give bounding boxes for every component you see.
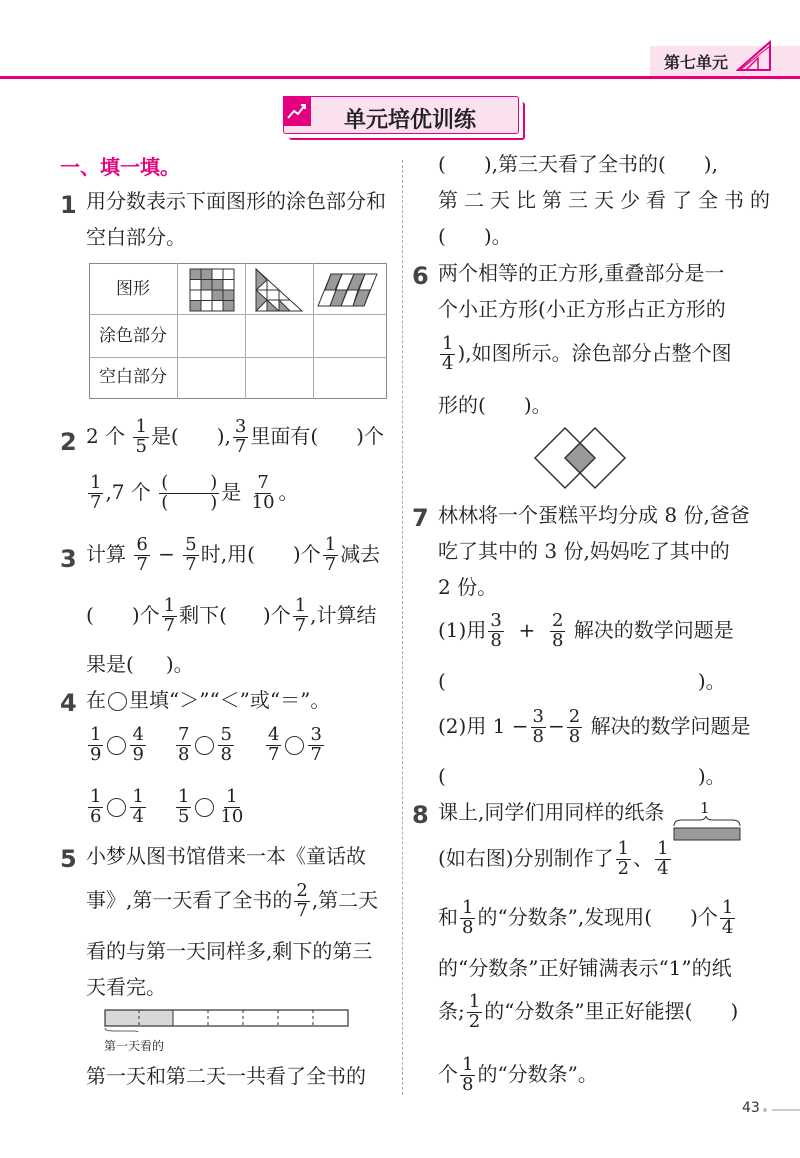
q5-line2 (86, 882, 378, 921)
q8-text: ) (730, 998, 739, 1023)
fraction: $\frac{1}{9}$ (90, 724, 102, 765)
q8-line6 (438, 1056, 598, 1095)
q8-text: 的“分数条”。 (477, 1061, 598, 1086)
fraction: $\frac{3}{7}$ (310, 724, 322, 765)
q3-text: )个 (131, 602, 160, 627)
q3-text: ( (86, 602, 94, 627)
q3-text: )个 (292, 541, 321, 566)
q3-number: 3 (60, 545, 77, 573)
q2-text: ,7 个 (105, 479, 151, 504)
q8-text: 的“分数条”里正好能摆( (484, 998, 693, 1023)
q7-text: )。 (697, 669, 726, 693)
q8-text: 个 (438, 1061, 458, 1086)
q2-text: 。 (278, 479, 299, 504)
q7-sub2 (438, 708, 751, 747)
q4-text: 在 (86, 688, 106, 712)
q8-text: 和 (438, 904, 458, 929)
header-rule (0, 76, 800, 79)
q1-table-vline (313, 263, 314, 399)
q7-sub1 (438, 612, 734, 651)
q3-text: 剩下( (179, 602, 227, 627)
q7-number: 7 (412, 504, 429, 532)
q5-cont-line1 (438, 154, 718, 174)
q5-line4: 天看完。 (86, 975, 166, 999)
footer-dot (763, 1108, 767, 1112)
q3-line3 (86, 654, 194, 674)
part-heading: 一、填一填。 (60, 155, 180, 179)
q6-line2: 个小正方形(小正方形占正方形的 (438, 297, 726, 321)
q5-text: )。 (483, 224, 512, 248)
q5-line3: 看的与第一天同样多,剩下的第三 (86, 939, 373, 963)
q3-text: )个 (262, 602, 291, 627)
q5-cont-line2: 第二天比第三天少看了全书的 (438, 188, 776, 212)
q5-text: ), (703, 152, 718, 176)
q2-text: 是( (150, 423, 179, 448)
compare-circle (108, 692, 127, 711)
q2-text: )个 (356, 423, 384, 448)
q1-table-vline (245, 263, 246, 399)
q8-text: )个 (690, 904, 718, 929)
fraction: $\frac{1}{8}$ (462, 1054, 474, 1095)
q4-line1 (86, 690, 330, 711)
plus-sign: + (518, 617, 536, 642)
q7-text: ( (438, 669, 446, 693)
fraction: $\frac{6}{7}$ (136, 534, 148, 575)
q8-line2 (438, 840, 673, 879)
fraction: $\frac{7}{8}$ (178, 724, 190, 765)
compare-pair (86, 726, 148, 765)
bar-label: 第一天看的 (104, 1039, 165, 1053)
q6-number: 6 (412, 262, 429, 290)
parallelogram-figure (317, 272, 379, 308)
q3-text: ,计算结 (310, 602, 377, 627)
fraction: $\frac{1}{4}$ (657, 838, 669, 879)
fraction: $\frac{1}{7}$ (90, 472, 102, 513)
q8-line3 (438, 899, 737, 938)
fraction: $\frac{1}{7}$ (163, 595, 176, 636)
q5-line5: 第一天和第二天一共看了全书的 (86, 1064, 366, 1088)
q7-line1: 林林将一个蛋糕平均分成 8 份,爸爸 (438, 503, 750, 527)
q5-text: ,第二天 (311, 887, 379, 912)
fraction: $\frac{1}{8}$ (462, 897, 474, 938)
q2-text: ), (216, 423, 231, 448)
fraction: $\frac{1}{4}$ (442, 333, 454, 374)
compare-circle[interactable] (285, 736, 304, 755)
q7-line2: 吃了其中的 3 份,妈妈吃了其中的 (438, 539, 730, 563)
q7-text: )。 (697, 764, 726, 788)
q8-text: (如右图)分别制作了 (438, 845, 614, 870)
q5-text: ( (438, 152, 446, 176)
q2-text: 是 (221, 479, 242, 504)
q8-line5 (438, 993, 738, 1032)
q1-table-hline (89, 314, 387, 315)
q2-number: 2 (60, 428, 77, 456)
compare-circle[interactable] (195, 798, 214, 817)
triangle-ruler-icon (736, 40, 772, 72)
fraction: $\frac{3}{7}$ (234, 416, 247, 457)
q6-line4 (438, 395, 552, 415)
fraction: $\frac{5}{7}$ (185, 534, 197, 575)
compare-circle[interactable] (107, 736, 126, 755)
trend-up-icon (283, 96, 311, 126)
table-row-label: 图形 (116, 279, 150, 299)
fraction: $\frac{1}{2}$ (617, 838, 630, 879)
q7-text: ( (438, 764, 446, 788)
q5-number: 5 (60, 845, 77, 873)
q1-line1: 用分数表示下面图形的涂色部分和 (86, 189, 386, 213)
q8-text: 条; (438, 998, 465, 1023)
fraction: $\frac{2}{7}$ (296, 880, 308, 921)
fraction: $\frac{1}{7}$ (294, 595, 307, 636)
q2-line2 (86, 474, 299, 513)
q2-text: 里面有( (250, 423, 319, 448)
q7-text: (2)用 1 − (438, 713, 529, 738)
q3-text: 减去 (340, 541, 381, 566)
q3-text: 时,用( (200, 541, 255, 566)
q7-text: (1)用 (438, 617, 487, 642)
q3-text: 计算 (86, 541, 126, 566)
fraction: $\frac{1}{6}$ (90, 786, 102, 827)
fraction: $\frac{1}{10}$ (220, 786, 244, 827)
compare-pair (86, 788, 148, 827)
q7-sub1-answer (438, 671, 726, 691)
q3-line2 (86, 597, 377, 636)
q1-table-hline (89, 357, 387, 358)
fraction: $\frac{4}{7}$ (268, 724, 280, 765)
column-divider (402, 160, 403, 1095)
q6-text: )。 (523, 393, 552, 417)
table-row-label: 涂色部分 (99, 326, 167, 346)
q5-text: ),第三天看了全书的( (483, 152, 666, 176)
q8-line4: 的“分数条”正好铺满表示“1”的纸 (438, 956, 732, 980)
fraction: $\frac{4}{9}$ (132, 724, 144, 765)
q1-line2: 空白部分。 (86, 225, 186, 249)
compare-circle[interactable] (107, 798, 126, 817)
fraction: $\frac{1}{5}$ (135, 416, 147, 457)
compare-circle[interactable] (195, 736, 214, 755)
grid-figure (189, 268, 235, 312)
q1-number: 1 (60, 191, 77, 219)
fraction: $\frac{3}{8}$ (490, 610, 502, 651)
q8-text: 的“分数条”,发现用( (477, 904, 653, 929)
q3-line1 (86, 536, 380, 575)
q6-line1: 两个相等的正方形,重叠部分是一 (438, 261, 725, 285)
q3-text: 果是( (86, 652, 134, 676)
compare-pair (264, 726, 326, 765)
q5-line1: 小梦从图书馆借来一本《童话故 (86, 844, 366, 868)
compare-pair (174, 726, 236, 765)
fraction: $\frac{1}{4}$ (721, 897, 734, 938)
fraction: $\frac{5}{8}$ (220, 724, 232, 765)
page-number: 43 (742, 1100, 760, 1116)
q4-number: 4 (60, 689, 77, 717)
q6-text: 形的( (438, 393, 486, 417)
fraction: $\frac{1}{4}$ (132, 786, 144, 827)
q2-line1 (86, 418, 384, 457)
q7-text: 解决的数学问题是 (573, 617, 734, 642)
blank-fraction[interactable]: ( ) ( ) (161, 472, 218, 513)
fraction: $\frac{1}{5}$ (178, 786, 190, 827)
minus-sign: − (547, 713, 565, 738)
paper-strip-figure (672, 816, 742, 844)
q7-text: 解决的数学问题是 (590, 713, 751, 738)
q5-cont-line3 (438, 226, 512, 246)
fraction: $\frac{1}{2}$ (468, 991, 481, 1032)
q8-number: 8 (412, 801, 429, 829)
section-title: 单元培优训练 (344, 108, 477, 133)
q6-text: ),如图所示。涂色部分占整个图 (457, 340, 732, 365)
overlapping-squares-figure (528, 426, 632, 490)
fraction: $\frac{7}{10}$ (251, 472, 275, 513)
q5-text: ( (438, 224, 446, 248)
q7-sub2-answer (438, 766, 726, 786)
strip-label: 1 (700, 799, 710, 817)
q6-line3 (438, 335, 732, 374)
table-row-label: 空白部分 (99, 367, 167, 387)
fraction: $\frac{2}{8}$ (552, 610, 564, 651)
footer-rule (772, 1109, 800, 1111)
triangle-figure (254, 267, 304, 313)
q8-text: 、 (633, 845, 654, 870)
q5-text: 事》,第一天看了全书的 (86, 887, 293, 912)
reading-progress-bar (104, 1008, 350, 1032)
compare-pair (174, 788, 247, 827)
q8-line1: 课上,同学们用同样的纸条 (438, 800, 665, 824)
minus-sign: − (158, 541, 175, 566)
q4-text: 里填“＞”“＜”或“＝”。 (129, 688, 331, 712)
q1-table-vline (177, 263, 178, 399)
q7-line3: 2 份。 (438, 575, 498, 599)
q3-text: )。 (165, 652, 194, 676)
q2-text: 2 个 (86, 423, 126, 448)
unit-label: 第七单元 (664, 53, 729, 72)
fraction: $\frac{3}{8}$ (532, 706, 544, 747)
fraction: $\frac{2}{8}$ (568, 706, 581, 747)
fraction: $\frac{1}{7}$ (324, 534, 337, 575)
